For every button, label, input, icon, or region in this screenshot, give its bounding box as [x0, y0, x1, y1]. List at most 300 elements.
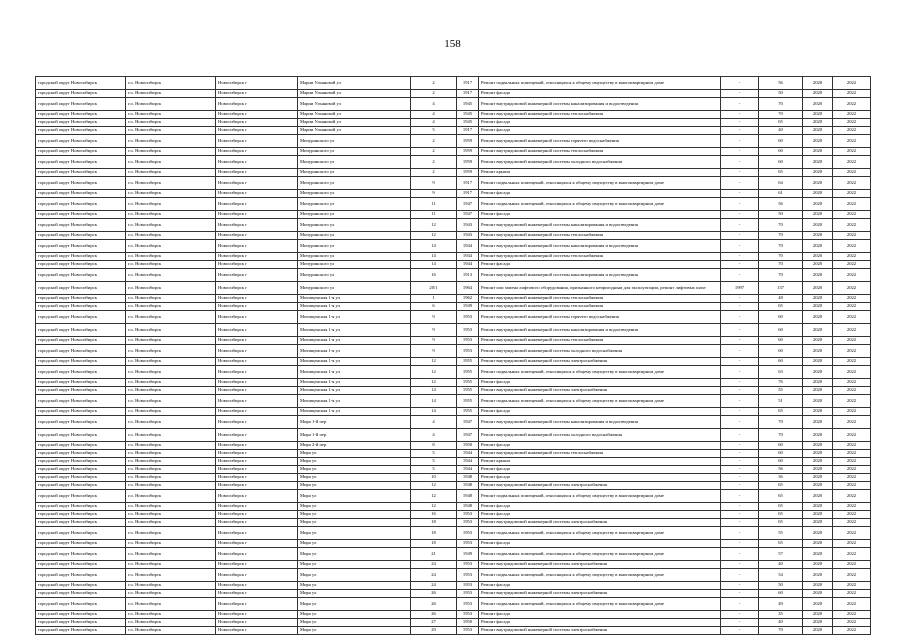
work-type-cell: Ремонт внутридомовой инженерной системы канализирования и водоотведения	[479, 416, 721, 429]
lift-year-cell: -	[721, 548, 759, 561]
municipal-district-cell: городской округ Новосибирск	[36, 527, 126, 540]
start-year-cell: 2020	[803, 511, 833, 519]
city-cell: Новосибирск г	[216, 90, 298, 98]
house-number-cell: 16	[411, 269, 457, 282]
municipal-district-cell: городской округ Новосибирск	[36, 490, 126, 503]
municipal-district-cell: городской округ Новосибирск	[36, 211, 126, 219]
lift-year-cell: -	[721, 111, 759, 119]
wear-percent-cell: 65	[759, 303, 803, 311]
municipal-district-cell: городской округ Новосибирск	[36, 569, 126, 582]
street-cell: Марии Ульяновой ул	[298, 98, 411, 111]
wear-percent-cell: 40	[759, 127, 803, 135]
municipal-district-cell: городской округ Новосибирск	[36, 561, 126, 569]
start-year-cell: 2020	[803, 519, 833, 527]
end-year-cell: 2022	[833, 611, 871, 619]
lift-year-cell: -	[721, 429, 759, 442]
house-number-cell: 9	[411, 311, 457, 324]
settlement-cell: г.о. Новосибирск	[126, 253, 216, 261]
start-year-cell: 2020	[803, 582, 833, 590]
settlement-cell: г.о. Новосибирск	[126, 442, 216, 450]
settlement-cell: г.о. Новосибирск	[126, 569, 216, 582]
start-year-cell: 2020	[803, 590, 833, 598]
lift-year-cell: -	[721, 503, 759, 511]
table-row	[36, 303, 871, 311]
municipal-district-cell: городской округ Новосибирск	[36, 337, 126, 345]
house-number-cell: 29	[411, 627, 457, 635]
work-type-cell: Ремонт фасада	[479, 119, 721, 127]
build-year-cell: 1944	[457, 240, 479, 253]
city-cell: Новосибирск г	[216, 429, 298, 442]
settlement-cell: г.о. Новосибирск	[126, 98, 216, 111]
municipal-district-cell: городской округ Новосибирск	[36, 324, 126, 337]
start-year-cell: 2020	[803, 569, 833, 582]
end-year-cell: 2022	[833, 527, 871, 540]
end-year-cell: 2022	[833, 119, 871, 127]
street-cell: Мочищенская 1-я ул	[298, 387, 411, 395]
build-year-cell: 1948	[457, 474, 479, 482]
table-row	[36, 540, 871, 548]
lift-year-cell: -	[721, 366, 759, 379]
table-row	[36, 177, 871, 190]
street-cell: Мичуринского ул	[298, 269, 411, 282]
build-year-cell: 1962	[457, 295, 479, 303]
municipal-district-cell: городской округ Новосибирск	[36, 177, 126, 190]
work-type-cell: Ремонт внутридомовой инженерной системы канализирования и водоотведения	[479, 269, 721, 282]
start-year-cell: 2020	[803, 135, 833, 148]
house-number-cell: 14	[411, 261, 457, 269]
house-number-cell: 2	[411, 148, 457, 156]
municipal-district-cell: городской округ Новосибирск	[36, 253, 126, 261]
start-year-cell: 2020	[803, 442, 833, 450]
table-row	[36, 379, 871, 387]
table-row	[36, 98, 871, 111]
lift-year-cell: -	[721, 569, 759, 582]
table-row	[36, 77, 871, 90]
street-cell: Мира ул	[298, 519, 411, 527]
build-year-cell: 1948	[457, 503, 479, 511]
start-year-cell: 2020	[803, 156, 833, 169]
start-year-cell: 2020	[803, 98, 833, 111]
lift-year-cell: -	[721, 77, 759, 90]
settlement-cell: г.о. Новосибирск	[126, 156, 216, 169]
municipal-district-cell: городской округ Новосибирск	[36, 156, 126, 169]
lift-year-cell: -	[721, 482, 759, 490]
municipal-district-cell: городской округ Новосибирск	[36, 450, 126, 458]
settlement-cell: г.о. Новосибирск	[126, 111, 216, 119]
wear-percent-cell: 70	[759, 232, 803, 240]
end-year-cell: 2022	[833, 619, 871, 627]
lift-year-cell: -	[721, 590, 759, 598]
end-year-cell: 2022	[833, 416, 871, 429]
build-year-cell: 1953	[457, 324, 479, 337]
end-year-cell: 2022	[833, 345, 871, 358]
start-year-cell: 2020	[803, 408, 833, 416]
municipal-district-cell: городской округ Новосибирск	[36, 282, 126, 295]
street-cell: Мира ул	[298, 482, 411, 490]
table-row	[36, 282, 871, 295]
city-cell: Новосибирск г	[216, 619, 298, 627]
street-cell: Мочищенская 1-я ул	[298, 324, 411, 337]
house-number-cell: 9	[411, 345, 457, 358]
municipal-district-cell: городской округ Новосибирск	[36, 169, 126, 177]
table-row	[36, 395, 871, 408]
lift-year-cell: -	[721, 232, 759, 240]
settlement-cell: г.о. Новосибирск	[126, 474, 216, 482]
settlement-cell: г.о. Новосибирск	[126, 482, 216, 490]
end-year-cell: 2022	[833, 450, 871, 458]
end-year-cell: 2022	[833, 598, 871, 611]
work-type-cell: Ремонт внутридомовой инженерной системы канализирования и водоотведения	[479, 98, 721, 111]
start-year-cell: 2020	[803, 303, 833, 311]
street-cell: Мочищенская 1-я ул	[298, 358, 411, 366]
end-year-cell: 2022	[833, 337, 871, 345]
settlement-cell: г.о. Новосибирск	[126, 177, 216, 190]
work-type-cell: Ремонт подвальных помещений, относящихся к общему имуществу в многоквартирном доме	[479, 490, 721, 503]
table-row	[36, 295, 871, 303]
wear-percent-cell: 50	[759, 90, 803, 98]
municipal-district-cell: городской округ Новосибирск	[36, 135, 126, 148]
municipal-district-cell: городской округ Новосибирск	[36, 429, 126, 442]
municipal-district-cell: городской округ Новосибирск	[36, 111, 126, 119]
work-type-cell: Ремонт внутридомовой инженерной системы теплоснабжения	[479, 253, 721, 261]
house-number-cell: 14	[411, 408, 457, 416]
city-cell: Новосибирск г	[216, 177, 298, 190]
city-cell: Новосибирск г	[216, 169, 298, 177]
house-number-cell: 9	[411, 177, 457, 190]
end-year-cell: 2022	[833, 561, 871, 569]
municipal-district-cell: городской округ Новосибирск	[36, 148, 126, 156]
table-row	[36, 232, 871, 240]
wear-percent-cell: 60	[759, 450, 803, 458]
settlement-cell: г.о. Новосибирск	[126, 503, 216, 511]
end-year-cell: 2022	[833, 569, 871, 582]
house-number-cell: 2	[411, 156, 457, 169]
wear-percent-cell: 60	[759, 442, 803, 450]
start-year-cell: 2020	[803, 611, 833, 619]
street-cell: Мира ул	[298, 627, 411, 635]
municipal-district-cell: городской округ Новосибирск	[36, 540, 126, 548]
settlement-cell: г.о. Новосибирск	[126, 337, 216, 345]
build-year-cell: 1945	[457, 119, 479, 127]
street-cell: Мира ул	[298, 619, 411, 627]
settlement-cell: г.о. Новосибирск	[126, 561, 216, 569]
settlement-cell: г.о. Новосибирск	[126, 395, 216, 408]
lift-year-cell: -	[721, 169, 759, 177]
work-type-cell: Ремонт внутридомовой инженерной системы теплоснабжения	[479, 111, 721, 119]
city-cell: Новосибирск г	[216, 148, 298, 156]
settlement-cell: г.о. Новосибирск	[126, 598, 216, 611]
table-row	[36, 198, 871, 211]
wear-percent-cell: 65	[759, 503, 803, 511]
lift-year-cell: -	[721, 135, 759, 148]
lift-year-cell: -	[721, 324, 759, 337]
settlement-cell: г.о. Новосибирск	[126, 408, 216, 416]
end-year-cell: 2022	[833, 490, 871, 503]
street-cell: Мира ул	[298, 474, 411, 482]
work-type-cell: Ремонт фасада	[479, 211, 721, 219]
table-row	[36, 311, 871, 324]
municipal-district-cell: городской округ Новосибирск	[36, 482, 126, 490]
house-number-cell: 12	[411, 358, 457, 366]
house-number-cell: 14	[411, 387, 457, 395]
start-year-cell: 2020	[803, 458, 833, 466]
work-type-cell: Ремонт или замена лифтового оборудования, признанного непригодным для эксплуатации, ремонт лифтовых шахт	[479, 282, 721, 295]
municipal-district-cell: городской округ Новосибирск	[36, 395, 126, 408]
build-year-cell: 1917	[457, 190, 479, 198]
wear-percent-cell: 61	[759, 190, 803, 198]
table-row	[36, 127, 871, 135]
street-cell: Мира ул	[298, 450, 411, 458]
street-cell: Мира ул	[298, 466, 411, 474]
city-cell: Новосибирск г	[216, 474, 298, 482]
start-year-cell: 2020	[803, 416, 833, 429]
work-type-cell: Ремонт подвальных помещений, относящихся к общему имуществу в многоквартирном доме	[479, 198, 721, 211]
start-year-cell: 2020	[803, 429, 833, 442]
wear-percent-cell: 60	[759, 135, 803, 148]
work-type-cell: Ремонт внутридомовой инженерной системы электроснабжения	[479, 482, 721, 490]
city-cell: Новосибирск г	[216, 490, 298, 503]
table-row	[36, 590, 871, 598]
lift-year-cell: -	[721, 253, 759, 261]
house-number-cell: 10	[411, 474, 457, 482]
end-year-cell: 2022	[833, 295, 871, 303]
work-type-cell: Ремонт фасада	[479, 442, 721, 450]
end-year-cell: 2022	[833, 77, 871, 90]
municipal-district-cell: городской округ Новосибирск	[36, 548, 126, 561]
table-row	[36, 366, 871, 379]
work-type-cell: Ремонт внутридомовой инженерной системы холодного водоснабжения	[479, 156, 721, 169]
settlement-cell: г.о. Новосибирск	[126, 345, 216, 358]
house-number-cell: 14	[411, 253, 457, 261]
build-year-cell: 1913	[457, 269, 479, 282]
house-number-cell: 26	[411, 598, 457, 611]
wear-percent-cell: 56	[759, 77, 803, 90]
city-cell: Новосибирск г	[216, 119, 298, 127]
start-year-cell: 2020	[803, 119, 833, 127]
street-cell: Мочищенская 1-я ул	[298, 379, 411, 387]
work-type-cell: Ремонт фасада	[479, 511, 721, 519]
street-cell: Мира ул	[298, 458, 411, 466]
wear-percent-cell: 60	[759, 324, 803, 337]
lift-year-cell: -	[721, 474, 759, 482]
settlement-cell: г.о. Новосибирск	[126, 190, 216, 198]
wear-percent-cell: 60	[759, 311, 803, 324]
start-year-cell: 2020	[803, 527, 833, 540]
build-year-cell: 1917	[457, 177, 479, 190]
house-number-cell: 26	[411, 590, 457, 598]
work-type-cell: Ремонт подвальных помещений, относящихся к общему имуществу в многоквартирном доме	[479, 548, 721, 561]
house-number-cell: 12	[411, 219, 457, 232]
street-cell: Мира ул	[298, 540, 411, 548]
build-year-cell: 1955	[457, 408, 479, 416]
municipal-district-cell: городской округ Новосибирск	[36, 119, 126, 127]
house-number-cell: 12	[411, 232, 457, 240]
lift-year-cell: -	[721, 295, 759, 303]
wear-percent-cell: 70	[759, 253, 803, 261]
lift-year-cell: -	[721, 345, 759, 358]
build-year-cell: 1944	[457, 261, 479, 269]
start-year-cell: 2020	[803, 561, 833, 569]
house-number-cell: 4	[411, 416, 457, 429]
work-type-cell: Ремонт внутридомовой инженерной системы теплоснабжения	[479, 295, 721, 303]
lift-year-cell: -	[721, 540, 759, 548]
lift-year-cell: -	[721, 395, 759, 408]
house-number-cell: 5	[411, 450, 457, 458]
end-year-cell: 2022	[833, 442, 871, 450]
start-year-cell: 2020	[803, 269, 833, 282]
build-year-cell: 1953	[457, 511, 479, 519]
settlement-cell: г.о. Новосибирск	[126, 527, 216, 540]
lift-year-cell: -	[721, 303, 759, 311]
city-cell: Новосибирск г	[216, 582, 298, 590]
municipal-district-cell: городской округ Новосибирск	[36, 619, 126, 627]
end-year-cell: 2022	[833, 429, 871, 442]
build-year-cell: 1947	[457, 198, 479, 211]
build-year-cell: 1955	[457, 379, 479, 387]
city-cell: Новосибирск г	[216, 627, 298, 635]
wear-percent-cell: 70	[759, 269, 803, 282]
build-year-cell: 1917	[457, 77, 479, 90]
build-year-cell: 1944	[457, 466, 479, 474]
end-year-cell: 2022	[833, 482, 871, 490]
city-cell: Новосибирск г	[216, 282, 298, 295]
city-cell: Новосибирск г	[216, 240, 298, 253]
work-type-cell: Ремонт фасада	[479, 540, 721, 548]
wear-percent-cell: 57	[759, 548, 803, 561]
city-cell: Новосибирск г	[216, 611, 298, 619]
house-number-cell: 5	[411, 458, 457, 466]
work-type-cell: Ремонт фасада	[479, 90, 721, 98]
house-number-cell: 16	[411, 511, 457, 519]
house-number-cell: 2	[411, 90, 457, 98]
wear-percent-cell: 50	[759, 211, 803, 219]
city-cell: Новосибирск г	[216, 548, 298, 561]
lift-year-cell: -	[721, 337, 759, 345]
end-year-cell: 2022	[833, 98, 871, 111]
settlement-cell: г.о. Новосибирск	[126, 135, 216, 148]
start-year-cell: 2020	[803, 490, 833, 503]
build-year-cell: 1959	[457, 135, 479, 148]
start-year-cell: 2020	[803, 240, 833, 253]
table-row	[36, 211, 871, 219]
table-body	[36, 77, 871, 635]
build-year-cell: 1950	[457, 619, 479, 627]
end-year-cell: 2022	[833, 253, 871, 261]
house-number-cell: 9	[411, 337, 457, 345]
municipal-district-cell: городской округ Новосибирск	[36, 345, 126, 358]
street-cell: Мочищенская 1-я ул	[298, 295, 411, 303]
house-number-cell: 12	[411, 490, 457, 503]
table-row	[36, 511, 871, 519]
house-number-cell: 4	[411, 98, 457, 111]
street-cell: Марии Ульяновой ул	[298, 119, 411, 127]
end-year-cell: 2022	[833, 90, 871, 98]
lift-year-cell: -	[721, 219, 759, 232]
start-year-cell: 2020	[803, 619, 833, 627]
wear-percent-cell: 56	[759, 198, 803, 211]
build-year-cell: 1944	[457, 253, 479, 261]
start-year-cell: 2020	[803, 148, 833, 156]
table-row	[36, 358, 871, 366]
start-year-cell: 2020	[803, 232, 833, 240]
build-year-cell: 1953	[457, 311, 479, 324]
wear-percent-cell: 70	[759, 111, 803, 119]
table-row	[36, 466, 871, 474]
street-cell: Мира ул	[298, 527, 411, 540]
settlement-cell: г.о. Новосибирск	[126, 261, 216, 269]
municipal-district-cell: городской округ Новосибирск	[36, 366, 126, 379]
table-row	[36, 527, 871, 540]
build-year-cell: 1948	[457, 490, 479, 503]
work-type-cell: Ремонт фасада	[479, 261, 721, 269]
wear-percent-cell: 36	[759, 474, 803, 482]
settlement-cell: г.о. Новосибирск	[126, 240, 216, 253]
settlement-cell: г.о. Новосибирск	[126, 379, 216, 387]
table-row	[36, 482, 871, 490]
end-year-cell: 2022	[833, 177, 871, 190]
table-row	[36, 548, 871, 561]
settlement-cell: г.о. Новосибирск	[126, 198, 216, 211]
house-number-cell: 9	[411, 324, 457, 337]
municipal-district-cell: городской округ Новосибирск	[36, 269, 126, 282]
wear-percent-cell: 50	[759, 582, 803, 590]
start-year-cell: 2020	[803, 324, 833, 337]
house-number-cell: 8	[411, 442, 457, 450]
city-cell: Новосибирск г	[216, 127, 298, 135]
house-number-cell: 11	[411, 198, 457, 211]
municipal-district-cell: городской округ Новосибирск	[36, 90, 126, 98]
city-cell: Новосибирск г	[216, 395, 298, 408]
table-row	[36, 598, 871, 611]
municipal-district-cell: городской округ Новосибирск	[36, 627, 126, 635]
work-type-cell: Ремонт подвальных помещений, относящихся к общему имуществу в многоквартирном доме	[479, 569, 721, 582]
wear-percent-cell: 35	[759, 611, 803, 619]
house-number-cell: 12	[411, 366, 457, 379]
table-row	[36, 442, 871, 450]
work-type-cell: Ремонт подвальных помещений, относящихся к общему имуществу в многоквартирном доме	[479, 527, 721, 540]
build-year-cell: 1953	[457, 519, 479, 527]
settlement-cell: г.о. Новосибирск	[126, 582, 216, 590]
work-type-cell: Ремонт внутридомовой инженерной системы теплоснабжения	[479, 303, 721, 311]
end-year-cell: 2022	[833, 458, 871, 466]
city-cell: Новосибирск г	[216, 540, 298, 548]
settlement-cell: г.о. Новосибирск	[126, 148, 216, 156]
settlement-cell: г.о. Новосибирск	[126, 548, 216, 561]
city-cell: Новосибирск г	[216, 527, 298, 540]
start-year-cell: 2020	[803, 261, 833, 269]
build-year-cell: 1944	[457, 458, 479, 466]
wear-percent-cell: 60	[759, 148, 803, 156]
house-number-cell: 27	[411, 619, 457, 627]
house-number-cell: 2	[411, 169, 457, 177]
end-year-cell: 2022	[833, 111, 871, 119]
start-year-cell: 2020	[803, 387, 833, 395]
city-cell: Новосибирск г	[216, 561, 298, 569]
table-row	[36, 627, 871, 635]
municipal-district-cell: городской округ Новосибирск	[36, 219, 126, 232]
work-type-cell: Ремонт внутридомовой инженерной системы холодного водоснабжения	[479, 345, 721, 358]
table-row	[36, 569, 871, 582]
house-number-cell: 14	[411, 240, 457, 253]
house-number-cell: 21	[411, 548, 457, 561]
house-number-cell: 5	[411, 466, 457, 474]
build-year-cell: 1953	[457, 582, 479, 590]
lift-year-cell: -	[721, 261, 759, 269]
house-number-cell: 24	[411, 561, 457, 569]
house-number-cell: 14	[411, 395, 457, 408]
end-year-cell: 2022	[833, 282, 871, 295]
city-cell: Новосибирск г	[216, 590, 298, 598]
